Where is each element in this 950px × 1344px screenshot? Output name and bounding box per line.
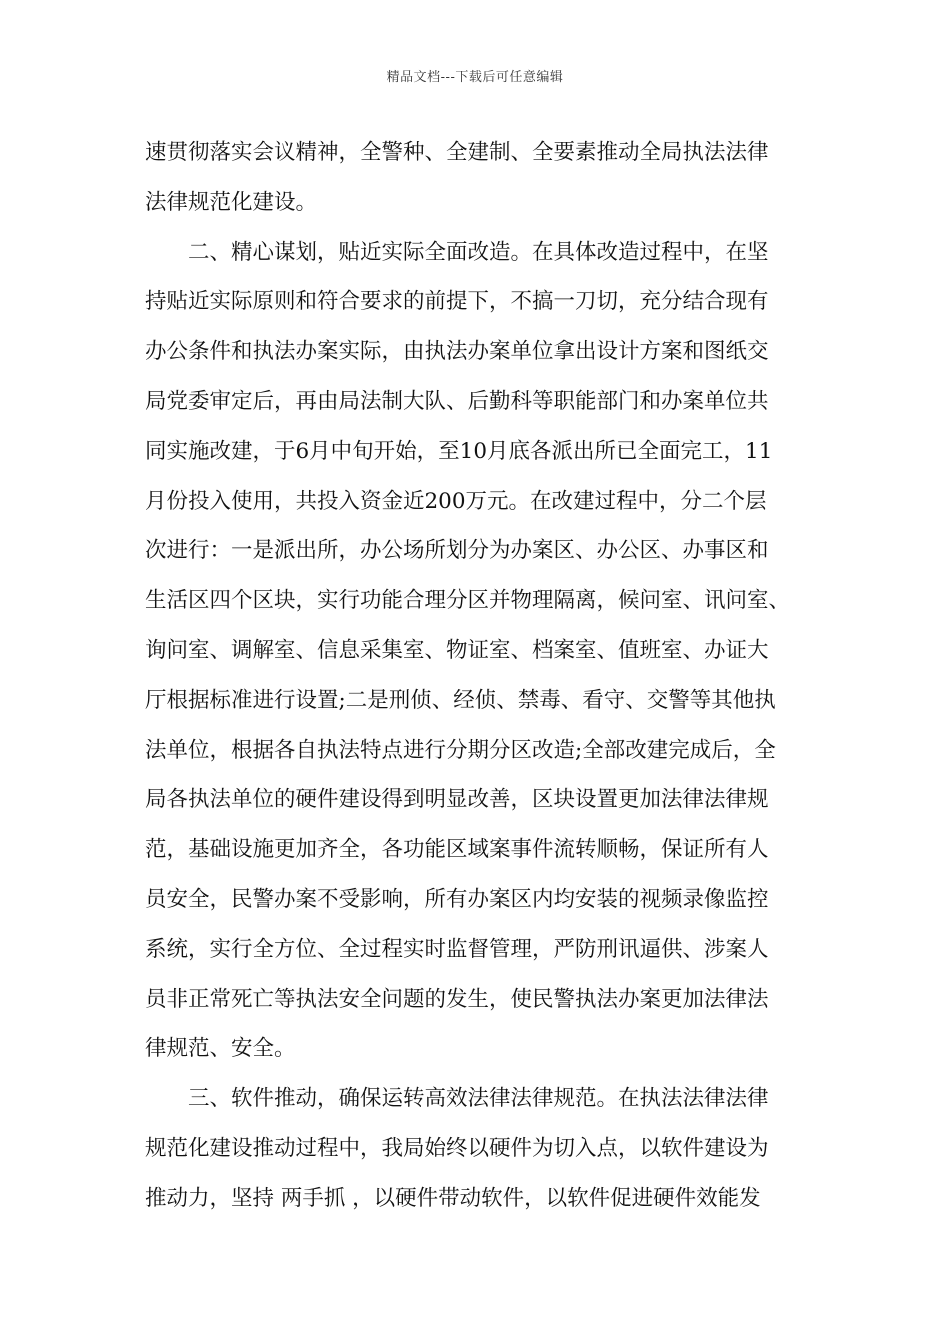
text-line: 速贯彻落实会议精神，全警种、全建制、全要素推动全局执法法律: [145, 140, 769, 165]
text-line: 同实施改建，于6月中旬开始，至10月底各派出所已全面完工，11: [145, 438, 773, 464]
text-line: 办公条件和执法办案实际，由执法办案单位拿出设计方案和图纸交: [145, 339, 769, 365]
text-line: 持贴近实际原则和符合要求的前提下，不搞一刀切，充分结合现有: [145, 289, 769, 315]
text-line: 询问室、调解室、信息采集室、物证室、档案室、值班室、办证大: [145, 637, 769, 663]
text-line: 月份投入使用，共投入资金近200万元。在改建过程中，分二个层: [145, 488, 767, 514]
text-line: 次进行：一是派出所，办公场所划分为办案区、办公区、办事区和: [145, 538, 769, 564]
text-line: 局党委审定后，再由局法制大队、后勤科等职能部门和办案单位共: [145, 388, 769, 414]
page-header: 精品文档---下载后可任意编辑: [386, 70, 564, 85]
document-body: [145, 128, 811, 1224]
text-line: 二、精心谋划，贴近实际全面改造。在具体改造过程中，在坚: [145, 239, 769, 265]
text-line: 系统，实行全方位、全过程实时监督管理，严防刑讯逼供、涉案人: [145, 936, 769, 962]
text-line: 员安全，民警办案不受影响，所有办案区内均安装的视频录像监控: [145, 886, 769, 912]
text-line: 法单位，根据各自执法特点进行分期分区改造;全部改建完成后，全: [145, 737, 776, 763]
text-line: 范，基础设施更加齐全，各功能区域案事件流转顺畅，保证所有人: [145, 837, 769, 863]
text-line: 生活区四个区块，实行功能合理分区并物理隔离，候问室、讯问室、: [145, 588, 791, 614]
text-line: 局各执法单位的硬件建设得到明显改善，区块设置更加法律法律规: [145, 787, 769, 813]
text-line: 推动力，坚持 两手抓 ，以硬件带动软件，以软件促进硬件效能发: [145, 1185, 761, 1211]
text-line: 厅根据标准进行设置;二是刑侦、经侦、禁毒、看守、交警等其他执: [145, 687, 776, 713]
text-line: 三、软件推动，确保运转高效法律法律规范。在执法法律法律: [145, 1086, 769, 1112]
text-line: 法律规范化建设。: [145, 189, 318, 215]
text-line: 员非正常死亡等执法安全问题的发生，使民警执法办案更加法律法: [145, 986, 769, 1012]
text-line: 律规范、安全。: [145, 1036, 296, 1062]
text-line: 规范化建设推动过程中，我局始终以硬件为切入点，以软件建设为: [145, 1135, 769, 1161]
